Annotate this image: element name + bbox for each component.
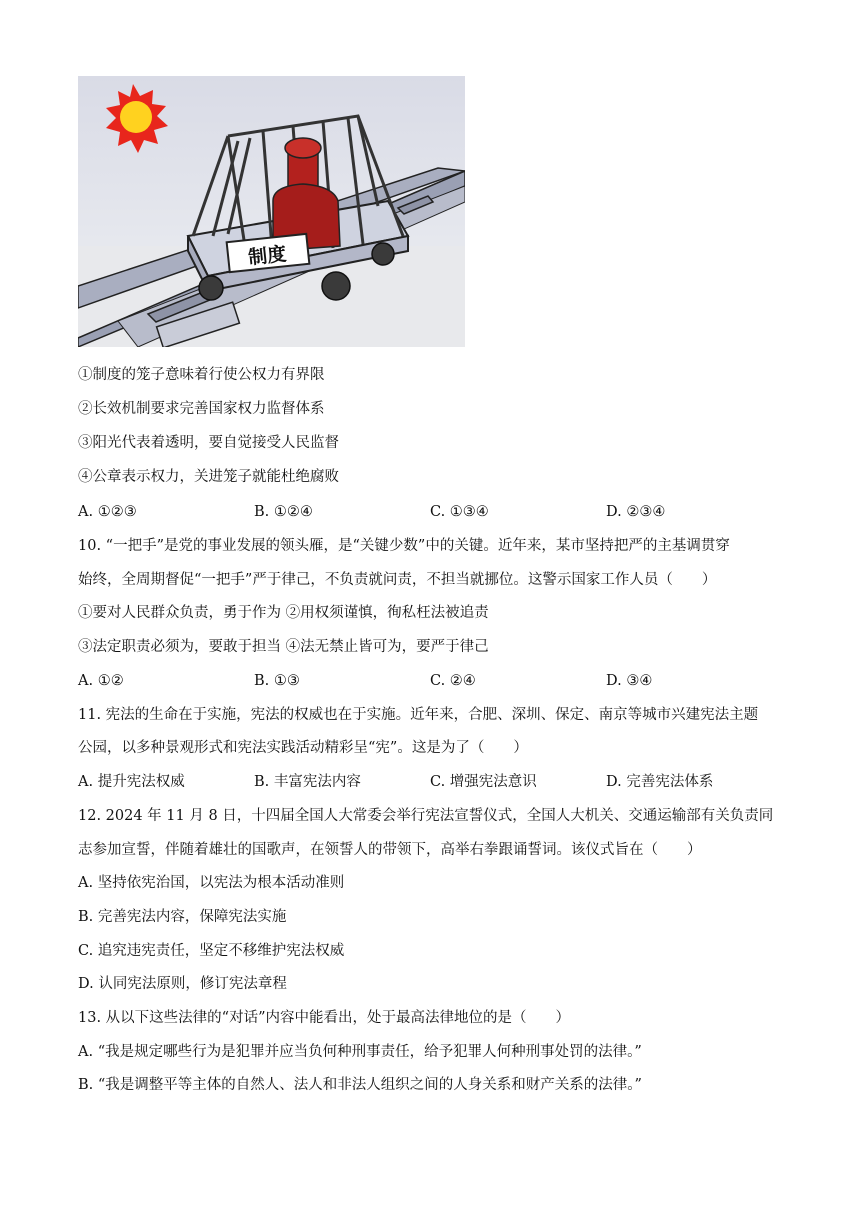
- option-d[interactable]: D. ②③④: [606, 504, 666, 520]
- q11-option-b[interactable]: B. 丰富宪法内容: [254, 774, 361, 790]
- statement-2: ②长效机制要求完善国家权力监督体系: [78, 401, 325, 417]
- question-11-stem-line-2: 公园，以多种景观形式和宪法实践活动精彩呈“宪”。这是为了（ ）: [78, 740, 528, 756]
- statement-1: ①制度的笼子意味着行使公权力有界限: [78, 367, 325, 383]
- q12-option-d[interactable]: D. 认同宪法原则，修订宪法章程: [78, 976, 287, 992]
- cartoon-image: [78, 76, 465, 347]
- question-11-stem-line-1: 11. 宪法的生命在于实施，宪法的权威也在于实施。近年来，合肥、深圳、保定、南京等城市兴建宪法主题: [78, 707, 759, 723]
- statement-4: ④公章表示权力，关进笼子就能杜绝腐败: [78, 469, 339, 485]
- q13-option-b[interactable]: B. “我是调整平等主体的自然人、法人和非法人组织之间的人身关系和财产关系的法律。”: [78, 1077, 642, 1093]
- q11-option-d[interactable]: D. 完善宪法体系: [606, 774, 714, 790]
- q12-option-a[interactable]: A. 坚持依宪治国，以宪法为根本活动准则: [78, 875, 345, 891]
- question-12-stem-line-1: 12. 2024 年 11 月 8 日，十四届全国人大常委会举行宪法宣誓仪式，全国人大机关、交通运输部有关负责同: [78, 808, 774, 824]
- q10-option-c[interactable]: C. ②④: [430, 673, 476, 689]
- q11-option-c[interactable]: C. 增强宪法意识: [430, 774, 537, 790]
- sign-text: 制度: [247, 243, 288, 270]
- q11-option-a[interactable]: A. 提升宪法权威: [78, 774, 185, 790]
- q10-option-b[interactable]: B. ①③: [254, 673, 300, 689]
- question-12-stem-line-2: 志参加宣誓，伴随着雄壮的国歌声，在领誓人的带领下，高举右拳跟诵誓词。该仪式旨在（ ）: [78, 842, 702, 858]
- question-10-statements-2: ③法定职责必须为，要敢于担当 ④法无禁止皆可为，要严于律己: [78, 639, 489, 655]
- q12-option-c[interactable]: C. 追究违宪责任，坚定不移维护宪法权威: [78, 943, 345, 959]
- q12-option-b[interactable]: B. 完善宪法内容，保障宪法实施: [78, 909, 287, 925]
- question-13-stem: 13. 从以下这些法律的“对话”内容中能看出，处于最高法律地位的是（ ）: [78, 1010, 570, 1026]
- question-10-stem-line-2: 始终，全周期督促“一把手”严于律己，不负责就问责，不担当就挪位。这警示国家工作人员（ ）: [78, 572, 717, 588]
- question-10-statements-1: ①要对人民群众负责，勇于作为 ②用权须谨慎，徇私枉法被追责: [78, 605, 489, 621]
- q10-option-a[interactable]: A. ①②: [78, 673, 124, 689]
- statement-3: ③阳光代表着透明，要自觉接受人民监督: [78, 435, 339, 451]
- option-a[interactable]: A. ①②③: [78, 504, 137, 520]
- q13-option-a[interactable]: A. “我是规定哪些行为是犯罪并应当负何种刑事责任，给予犯罪人何种刑事处罚的法律。”: [78, 1044, 642, 1060]
- option-b[interactable]: B. ①②④: [254, 504, 313, 520]
- question-10-stem-line-1: 10. “一把手”是党的事业发展的领头雁，是“关键少数”中的关键。近年来，某市坚持把严的主基调贯穿: [78, 538, 730, 554]
- option-c[interactable]: C. ①③④: [430, 504, 489, 520]
- q10-option-d[interactable]: D. ③④: [606, 673, 653, 689]
